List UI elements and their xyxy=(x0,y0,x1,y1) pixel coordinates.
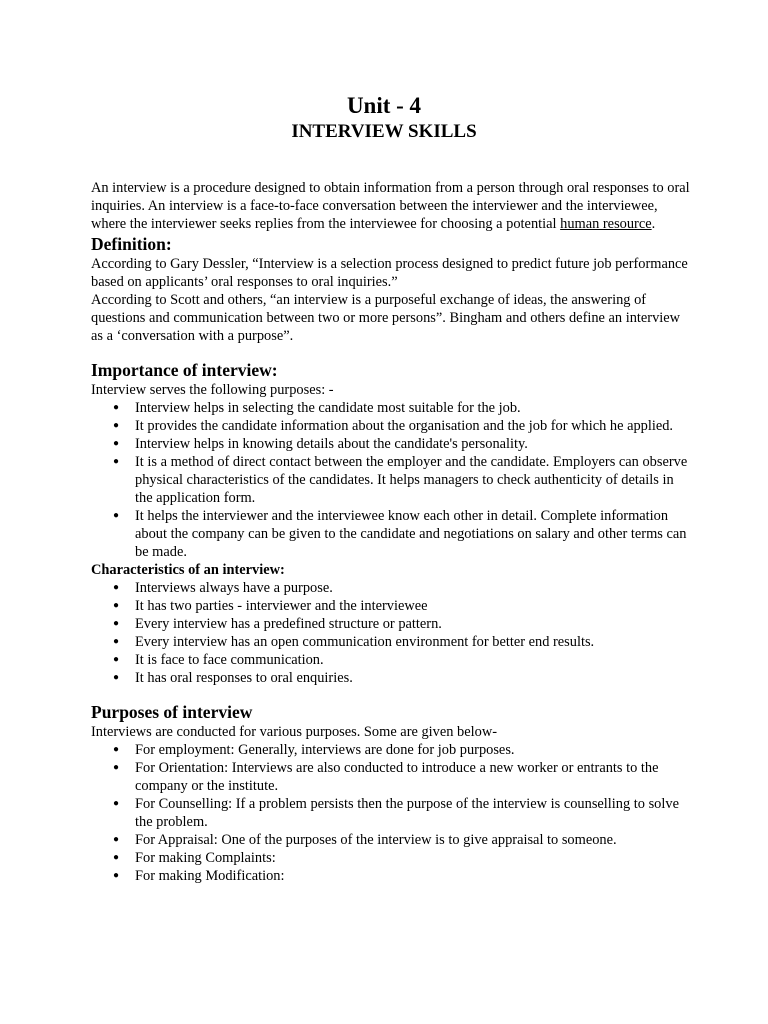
list-item: ● For making Modification: xyxy=(91,867,691,885)
list-item: ● It has two parties - interviewer and the interviewee xyxy=(91,597,691,615)
list-item: ● It is face to face communication. xyxy=(91,651,691,669)
definition-heading: Definition: xyxy=(91,234,172,254)
list-item: ● It helps the interviewer and the interviewee know each other in detail. Complete information about the company can be given to the candidate and negotiations on salary and other terms can be made. xyxy=(91,507,691,561)
purposes-list xyxy=(91,741,691,885)
list-item: ● Every interview has a predefined structure or pattern. xyxy=(91,615,691,633)
purposes-heading: Purposes of interview xyxy=(91,702,253,722)
document-body xyxy=(91,179,691,885)
list-item: ● Interview helps in knowing details about the candidate's personality. xyxy=(91,435,691,453)
list-item: ● For Orientation: Interviews are also conducted to introduce a new worker or entrants to the company or the institute. xyxy=(91,759,691,795)
list-item: ● It is a method of direct contact between the employer and the candidate. Employers can observe physical characteristics of the candidates. It helps managers to check authenticity of details in the application form. xyxy=(91,453,691,507)
list-item: ● It provides the candidate information about the organisation and the job for which he applied. xyxy=(91,417,691,435)
unit-title: Unit - 4 xyxy=(346,93,422,118)
definition-dessler: According to Gary Dessler, “Interview is a selection process designed to predict future job performance based on applicants’ oral responses to oral inquiries.” xyxy=(91,256,688,290)
definition-scott: According to Scott and others, “an interview is a purposeful exchange of ideas, the answering of questions and communication between two or more persons”. Bingham and others define an interview as a ‘conversation with a purpose”. xyxy=(91,292,681,344)
list-item: ● Interviews always have a purpose. xyxy=(91,579,691,597)
importance-lead: Interview serves the following purposes: - xyxy=(91,382,334,398)
human-resource-link[interactable]: human resource xyxy=(560,216,652,232)
characteristics-list xyxy=(91,579,691,687)
list-item: ● Interview helps in selecting the candidate most suitable for the job. xyxy=(91,399,691,417)
characteristics-heading: Characteristics of an interview: xyxy=(91,562,285,578)
intro-paragraph: An interview is a procedure designed to obtain information from a person through oral responses to oral inquiries. An interview is a face-to-face conversation between the interviewer and the interviewee, where the interviewer seeks replies from the interviewee for choosing a potential human resource. xyxy=(91,180,690,232)
importance-list xyxy=(91,399,691,561)
list-item: ● For Appraisal: One of the purposes of the interview is to give appraisal to someone. xyxy=(91,831,691,849)
list-item: ● Every interview has an open communication environment for better end results. xyxy=(91,633,691,651)
list-item: ● For employment: Generally, interviews are done for job purposes. xyxy=(91,741,691,759)
list-item: ● For making Complaints: xyxy=(91,849,691,867)
purposes-lead: Interviews are conducted for various purposes. Some are given below- xyxy=(91,724,498,740)
list-item: ● For Counselling: If a problem persists then the purpose of the interview is counselling to solve the problem. xyxy=(91,795,691,831)
importance-heading: Importance of interview: xyxy=(91,360,278,380)
list-item: ● It has oral responses to oral enquiries. xyxy=(91,669,691,687)
page-subtitle: INTERVIEW SKILLS xyxy=(291,121,477,142)
